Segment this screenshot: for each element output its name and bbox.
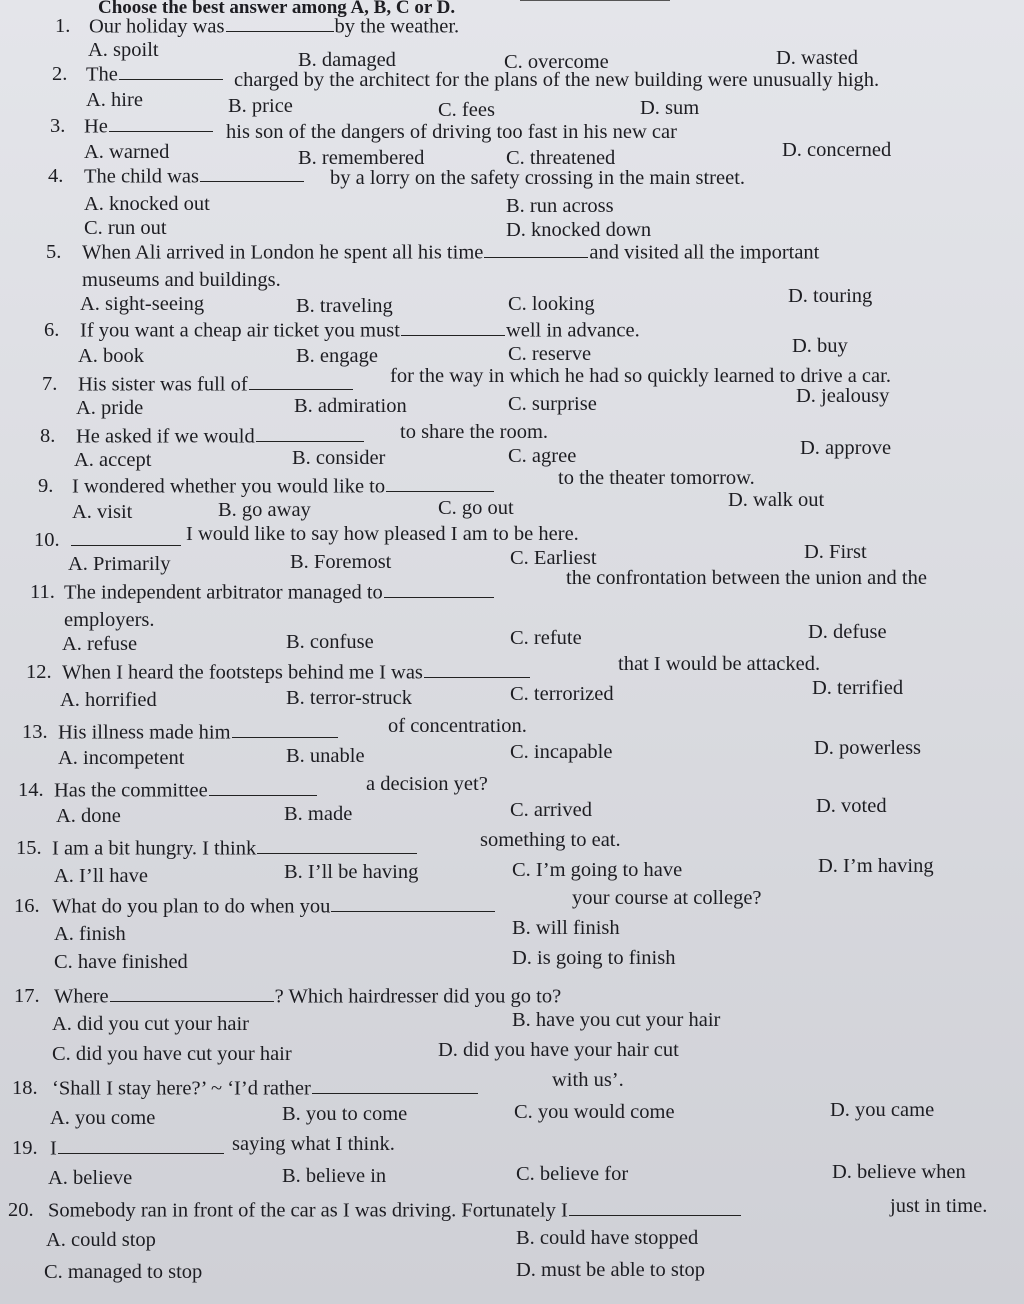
option-d[interactable]: D. is going to finish	[512, 947, 676, 969]
question-number: 4.	[48, 165, 64, 188]
question-number: 10.	[34, 529, 60, 552]
question-number: 8.	[40, 425, 56, 448]
question-text-after: ? Which hairdresser did you go to?	[274, 985, 562, 1008]
question-number: 13.	[22, 721, 48, 744]
option-b[interactable]: B. believe in	[282, 1165, 387, 1187]
question-text-before: His sister was full of	[78, 373, 248, 396]
question-number: 17.	[14, 985, 40, 1008]
option-a[interactable]: A. horrified	[60, 689, 157, 711]
option-b[interactable]: B. admiration	[294, 395, 407, 417]
question-text-before: He asked if we would	[76, 425, 255, 448]
question-text-before: When I heard the footsteps behind me I was	[62, 661, 423, 684]
option-d[interactable]: D. defuse	[808, 621, 887, 643]
option-d[interactable]: D. sum	[640, 97, 700, 119]
answer-blank[interactable]	[312, 1076, 478, 1094]
option-b[interactable]: B. confuse	[286, 631, 374, 653]
question-text-before: The independent arbitrator managed to	[64, 581, 383, 604]
question-text-before: The child was	[84, 165, 199, 188]
option-b[interactable]: B. unable	[286, 745, 365, 767]
question-text-after: by the weather.	[334, 15, 460, 38]
answer-blank[interactable]	[256, 424, 364, 442]
question-number: 16.	[14, 895, 40, 918]
answer-blank[interactable]	[249, 372, 353, 390]
option-c[interactable]: C. incapable	[510, 741, 613, 763]
question-text-after: to the theater tomorrow.	[558, 467, 755, 489]
option-d[interactable]: D. touring	[788, 285, 873, 307]
question-text-before: His illness made him	[58, 721, 231, 744]
option-c[interactable]: C. looking	[508, 293, 595, 315]
question-text-after: the confrontation between the union and the	[566, 567, 927, 589]
question-text-after: a decision yet?	[366, 773, 488, 795]
question-text-after: well in advance.	[505, 319, 640, 342]
header-rule	[520, 0, 670, 1]
answer-blank[interactable]	[119, 62, 223, 80]
question-text-before: The	[86, 63, 118, 86]
option-d[interactable]: D. did you have your hair cut	[438, 1039, 679, 1061]
option-d[interactable]: D. voted	[816, 795, 887, 817]
option-b[interactable]: B. traveling	[296, 295, 393, 317]
answer-blank[interactable]	[257, 836, 417, 854]
answer-blank[interactable]	[200, 164, 304, 182]
option-d[interactable]: D. buy	[792, 335, 848, 357]
question-text-after: for the way in which he had so quickly learned to drive a car.	[390, 365, 891, 387]
option-c[interactable]: C. run out	[84, 217, 167, 239]
option-b[interactable]: B. you to come	[282, 1103, 408, 1125]
option-d[interactable]: D. wasted	[776, 47, 858, 69]
question-text-line2: museums and buildings.	[82, 269, 281, 291]
option-d[interactable]: D. knocked down	[506, 219, 652, 241]
option-b[interactable]: B. damaged	[298, 49, 396, 71]
option-a[interactable]: A. did you cut your hair	[52, 1013, 249, 1035]
answer-blank[interactable]	[384, 580, 494, 598]
question-number: 7.	[42, 373, 58, 396]
option-b[interactable]: B. engage	[296, 345, 378, 367]
option-b[interactable]: B. consider	[292, 447, 386, 469]
answer-blank[interactable]	[484, 240, 588, 258]
question-text-before: Where	[54, 985, 109, 1008]
option-b[interactable]: B. will finish	[512, 917, 620, 939]
question-text-after: your course at college?	[572, 887, 762, 909]
option-c[interactable]: C. agree	[508, 445, 577, 467]
question-text-after: to share the room.	[400, 421, 549, 443]
question-text-after: I would like to say how pleased I am to be here.	[186, 523, 579, 545]
option-a[interactable]: A. accept	[74, 449, 152, 471]
question-text-after: with us’.	[552, 1069, 624, 1091]
answer-blank[interactable]	[424, 660, 530, 678]
option-b[interactable]: B. could have stopped	[516, 1227, 699, 1249]
option-b[interactable]: B. Foremost	[290, 551, 392, 573]
option-a[interactable]: A. knocked out	[84, 193, 210, 215]
question-number: 19.	[12, 1137, 38, 1160]
answer-blank[interactable]	[386, 474, 494, 492]
question-text-before: I wondered whether you would like to	[72, 475, 386, 498]
option-a[interactable]: A. finish	[54, 923, 126, 945]
question-number: 9.	[38, 475, 54, 498]
option-c[interactable]: C. you would come	[514, 1101, 675, 1123]
option-b[interactable]: B. made	[284, 803, 353, 825]
option-c[interactable]: C. surprise	[508, 393, 597, 415]
question-text-after: something to eat.	[480, 829, 621, 851]
question-number: 18.	[12, 1077, 38, 1100]
question-text-after: his son of the dangers of driving too fast in his new car	[226, 121, 677, 143]
question-number: 11.	[30, 581, 55, 604]
option-c[interactable]: C. overcome	[504, 51, 609, 73]
option-c[interactable]: C. reserve	[508, 343, 592, 365]
answer-blank[interactable]	[71, 528, 181, 546]
option-d[interactable]: D. jealousy	[796, 385, 890, 407]
option-a[interactable]: A. believe	[48, 1167, 133, 1189]
answer-blank[interactable]	[331, 894, 495, 912]
answer-blank[interactable]	[109, 114, 213, 132]
question-text-after: of concentration.	[388, 715, 527, 737]
question-text-line2: employers.	[64, 609, 155, 631]
question-number: 15.	[16, 837, 42, 860]
question-number: 6.	[44, 319, 60, 342]
option-d[interactable]: D. must be able to stop	[516, 1259, 706, 1281]
option-c[interactable]: C. Earliest	[510, 547, 597, 569]
option-a[interactable]: A. Primarily	[68, 553, 171, 575]
option-a[interactable]: A. could stop	[46, 1229, 156, 1251]
option-a[interactable]: A. I’ll have	[54, 865, 148, 887]
option-a[interactable]: A. you come	[50, 1107, 156, 1129]
question-text-before: I am a bit hungry. I think	[52, 837, 257, 860]
question-text-before: ‘Shall I stay here?’ ~ ‘I’d rather	[52, 1077, 311, 1100]
answer-blank[interactable]	[209, 778, 317, 796]
option-b[interactable]: B. terror-struck	[286, 687, 412, 709]
instruction-heading: Choose the best answer among A, B, C or D.	[98, 0, 456, 18]
option-d[interactable]: D. terrified	[812, 677, 904, 699]
option-c[interactable]: C. arrived	[510, 799, 592, 821]
option-a[interactable]: A. spoilt	[88, 39, 159, 61]
option-a[interactable]: A. hire	[86, 89, 143, 111]
option-c[interactable]: C. terrorized	[510, 683, 614, 705]
question-text-before: Our holiday was	[89, 15, 225, 38]
option-a[interactable]: A. refuse	[62, 633, 138, 655]
option-d[interactable]: D. concerned	[782, 139, 892, 161]
question-text-before: He	[84, 115, 108, 138]
option-b[interactable]: B. run across	[506, 195, 614, 217]
question-number: 14.	[18, 779, 44, 802]
question-text-before: Somebody ran in front of the car as I was driving. Fortunately I	[48, 1199, 568, 1222]
option-a[interactable]: A. done	[56, 805, 121, 827]
option-c[interactable]: C. believe for	[516, 1163, 629, 1185]
option-a[interactable]: A. warned	[84, 141, 170, 163]
answer-blank[interactable]	[58, 1136, 224, 1154]
question-number: 1.	[55, 15, 71, 38]
option-b[interactable]: B. go away	[218, 499, 311, 521]
option-b[interactable]: B. have you cut your hair	[512, 1009, 721, 1031]
question-text-before: I	[50, 1137, 57, 1160]
answer-blank[interactable]	[226, 14, 334, 32]
option-d[interactable]: D. I’m having	[818, 855, 934, 877]
answer-blank[interactable]	[110, 984, 274, 1002]
option-b[interactable]: B. remembered	[298, 147, 425, 169]
question-text-after: just in time.	[890, 1195, 988, 1217]
question-text-after: and visited all the important	[589, 241, 820, 264]
option-d[interactable]: D. you came	[830, 1099, 935, 1121]
option-a[interactable]: A. sight-seeing	[80, 293, 205, 315]
option-c[interactable]: C. fees	[438, 99, 495, 121]
question-number: 2.	[52, 63, 68, 86]
option-a[interactable]: A. pride	[76, 397, 144, 419]
option-c[interactable]: C. go out	[438, 497, 514, 519]
option-d[interactable]: D. believe when	[832, 1161, 966, 1183]
option-b[interactable]: B. I’ll be having	[284, 861, 419, 883]
option-c[interactable]: C. managed to stop	[44, 1261, 203, 1283]
option-d[interactable]: D. walk out	[728, 489, 825, 511]
question-text-before: When Ali arrived in London he spent all his time	[82, 241, 484, 264]
answer-blank[interactable]	[401, 318, 505, 336]
answer-blank[interactable]	[569, 1198, 741, 1216]
question-text-after: charged by the architect for the plans of the new building were unusually high.	[234, 69, 880, 91]
question-text-after: saying what I think.	[232, 1133, 395, 1155]
question-text-before: Has the committee	[54, 779, 208, 802]
question-text-before: What do you plan to do when you	[52, 895, 331, 918]
option-c[interactable]: C. I’m going to have	[512, 859, 683, 881]
option-a[interactable]: A. incompetent	[58, 747, 185, 769]
option-c[interactable]: C. did you have cut your hair	[52, 1043, 292, 1065]
option-d[interactable]: D. First	[804, 541, 867, 563]
option-b[interactable]: B. price	[228, 95, 293, 117]
question-number: 12.	[26, 661, 52, 684]
question-number: 3.	[50, 115, 66, 138]
answer-blank[interactable]	[232, 720, 338, 738]
question-text-before: If you want a cheap air ticket you must	[80, 319, 400, 342]
option-a[interactable]: A. book	[78, 345, 145, 367]
option-c[interactable]: C. threatened	[506, 147, 616, 169]
option-d[interactable]: D. powerless	[814, 737, 922, 759]
question-text-after: by a lorry on the safety crossing in the main street.	[330, 167, 746, 189]
question-number: 20.	[8, 1199, 34, 1222]
option-d[interactable]: D. approve	[800, 437, 892, 459]
option-c[interactable]: C. have finished	[54, 951, 188, 973]
question-number: 5.	[46, 241, 62, 264]
option-c[interactable]: C. refute	[510, 627, 582, 649]
option-a[interactable]: A. visit	[72, 501, 133, 523]
question-text-after: that I would be attacked.	[618, 653, 821, 675]
